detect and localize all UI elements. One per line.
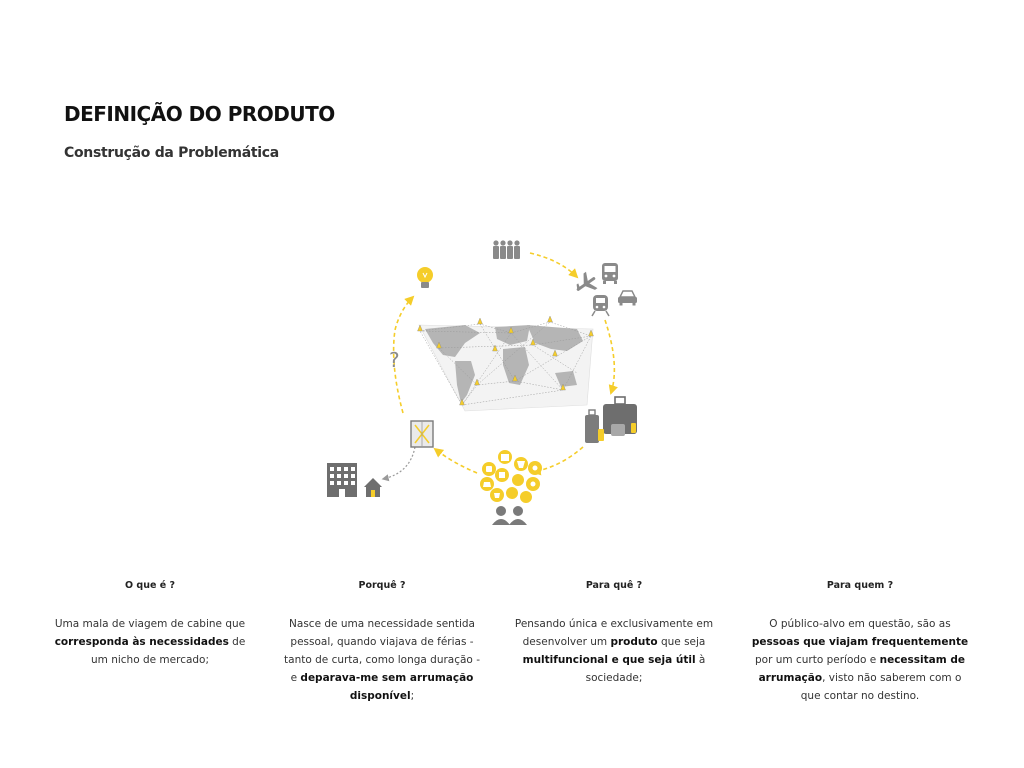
empty-wardrobe-icon: [411, 421, 433, 447]
emphasis-text: corresponda às necessidades: [54, 636, 229, 648]
world-map-icon: [418, 316, 594, 411]
travel-cycle-diagram: [315, 225, 645, 530]
emphasis-text: deparava-me sem arrumação disponível: [300, 672, 474, 702]
train-icon: [592, 295, 609, 316]
column-text: [750, 615, 970, 705]
body-text: por um curto período e: [755, 654, 880, 666]
body-text: que seja: [657, 636, 706, 648]
people-group-icon: [493, 240, 520, 259]
emphasis-text: pessoas que viajam frequentemente: [751, 636, 969, 648]
two-people-icon: [492, 506, 527, 525]
body-text: Pensando única e exclusivamente em desenvolver um: [514, 618, 714, 648]
column-o-que-e: [50, 580, 250, 669]
body-text: ;: [410, 690, 415, 702]
clothing-items-icon: [480, 450, 542, 503]
body-text: à sociedade;: [585, 654, 706, 684]
arrow-people-to-transport: [530, 253, 577, 277]
column-para-que: [514, 580, 714, 687]
bus-icon: [602, 263, 618, 284]
emphasis-text: multifuncional e que seja útil: [522, 654, 696, 666]
question-mark: ?: [389, 348, 400, 372]
column-para-quem: [750, 580, 970, 705]
column-text: [282, 615, 482, 705]
column-text: [514, 615, 714, 687]
page-subtitle: Construção da Problemática: [64, 145, 279, 161]
suitcase-icon: [585, 397, 637, 443]
airplane-icon: [571, 269, 600, 298]
page-title: DEFINIÇÃO DO PRODUTO: [64, 102, 335, 126]
body-text: O público-alvo em questão, são as: [769, 618, 951, 630]
house-icon: [364, 478, 382, 497]
arrow-clothes-to-wardrobe: [435, 449, 477, 473]
emphasis-text: necessitam de arrumação: [758, 654, 965, 684]
column-heading: Porquê ?: [358, 580, 406, 591]
emphasis-text: produto: [610, 636, 658, 648]
arrow-transport-to-suitcase: [605, 320, 614, 393]
column-text: [50, 615, 250, 669]
column-heading: Para quem ?: [826, 580, 894, 591]
lightbulb-icon: [417, 267, 433, 288]
column-heading: O que é ?: [125, 580, 175, 591]
body-text: Nasce de uma necessidade sentida pessoal, quando viajava de férias - tanto de curta, como longa duração - e: [284, 618, 480, 684]
column-heading: Para quê ?: [585, 580, 643, 591]
body-text: de um nicho de mercado;: [90, 636, 246, 666]
arrow-wardrobe-to-home: [383, 447, 415, 479]
hotel-building-icon: [327, 463, 357, 497]
column-porque: [282, 580, 482, 705]
body-text: Uma mala de viagem de cabine que: [54, 618, 246, 630]
car-icon: [618, 291, 637, 306]
body-text: , visto não saberem com o que contar no destino.: [800, 672, 962, 702]
